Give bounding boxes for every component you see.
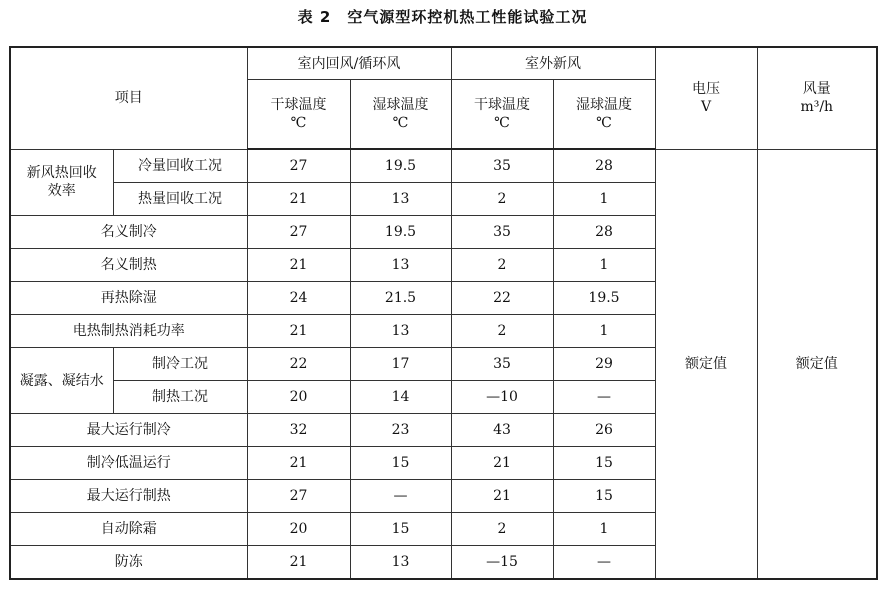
test-conditions-table (9, 46, 878, 580)
row-label: 最大运行制冷 (10, 414, 247, 447)
cell-out-dry: 35 (451, 149, 553, 183)
cell-in-dry: 20 (247, 381, 350, 414)
table-row (10, 149, 877, 183)
cell-in-dry: 22 (247, 348, 350, 381)
header-outdoor-wet (553, 80, 655, 150)
cell-in-wet: 15 (350, 447, 451, 480)
group-fresh-air-recovery (10, 149, 113, 216)
cell-in-wet: 23 (350, 414, 451, 447)
header-indoor-wet (350, 80, 451, 150)
cell-in-dry: 21 (247, 249, 350, 282)
wet-bulb-label: 湿球温度 (372, 97, 429, 113)
row-label: 再热除湿 (10, 282, 247, 315)
airflow-value: 额定值 (757, 149, 877, 579)
voltage-value: 额定值 (655, 149, 757, 579)
header-voltage-unit: V (700, 99, 712, 116)
cell-out-dry: 2 (451, 249, 553, 282)
cell-in-dry: 27 (247, 149, 350, 183)
header-indoor-group: 室内回风/循环风 (247, 47, 451, 80)
row-label: 热量回收工况 (113, 183, 247, 216)
cell-in-wet: 13 (350, 249, 451, 282)
cell-in-dry: 27 (247, 480, 350, 513)
row-label: 制冷工况 (113, 348, 247, 381)
cell-in-wet: 13 (350, 183, 451, 216)
temp-unit: ℃ (392, 115, 409, 131)
cell-in-dry: 21 (247, 315, 350, 348)
cell-in-dry: 27 (247, 216, 350, 249)
cell-in-dry: 32 (247, 414, 350, 447)
cell-out-wet: 26 (553, 414, 655, 447)
dry-bulb-label: 干球温度 (474, 97, 530, 113)
row-label: 制热工况 (113, 381, 247, 414)
header-voltage (655, 47, 757, 149)
cell-out-wet: 1 (553, 183, 655, 216)
cell-out-wet: — (553, 381, 655, 414)
temp-unit: ℃ (494, 115, 510, 131)
cell-out-dry: 35 (451, 216, 553, 249)
wet-bulb-label: 湿球温度 (576, 97, 632, 113)
header-voltage-label: 电压 (692, 81, 720, 98)
cell-out-wet: 28 (553, 216, 655, 249)
cell-out-wet: 15 (553, 447, 655, 480)
cell-out-dry: —10 (451, 381, 553, 414)
cell-in-dry: 21 (247, 183, 350, 216)
header-airflow-label: 风量 (802, 81, 831, 98)
temp-unit: ℃ (596, 115, 612, 131)
cell-in-wet: 13 (350, 546, 451, 580)
cell-in-wet: 14 (350, 381, 451, 414)
cell-in-wet: 21.5 (350, 282, 451, 315)
cell-in-dry: 21 (247, 447, 350, 480)
cell-in-wet: 13 (350, 315, 451, 348)
row-label: 最大运行制热 (10, 480, 247, 513)
table-title: 表 2 空气源型环控机热工性能试验工况 (297, 8, 588, 26)
header-airflow (757, 47, 877, 149)
cell-in-wet: 19.5 (350, 149, 451, 183)
row-label: 名义制冷 (10, 216, 247, 249)
row-label: 冷量回收工况 (113, 149, 247, 183)
cell-in-wet: 19.5 (350, 216, 451, 249)
row-label: 自动除霜 (10, 513, 247, 546)
cell-out-wet: — (553, 546, 655, 580)
cell-out-dry: 2 (451, 315, 553, 348)
header-outdoor-dry (451, 80, 553, 150)
cell-out-dry: 43 (451, 414, 553, 447)
cell-out-wet: 28 (553, 149, 655, 183)
cell-in-dry: 21 (247, 546, 350, 580)
cell-out-wet: 15 (553, 480, 655, 513)
cell-in-wet: 15 (350, 513, 451, 546)
header-indoor-dry (247, 80, 350, 150)
cell-in-wet: 17 (350, 348, 451, 381)
header-airflow-unit: m³/h (800, 99, 834, 116)
row-label: 防冻 (10, 546, 247, 580)
cell-out-dry: 22 (451, 282, 553, 315)
cell-out-dry: 21 (451, 480, 553, 513)
cell-out-wet: 1 (553, 513, 655, 546)
cell-out-dry: 21 (451, 447, 553, 480)
row-label: 电热制热消耗功率 (10, 315, 247, 348)
cell-out-wet: 19.5 (553, 282, 655, 315)
cell-in-dry: 24 (247, 282, 350, 315)
cell-in-dry: 20 (247, 513, 350, 546)
group-label: 新风热回收效率 (26, 165, 97, 200)
group-condensation: 凝露、凝结水 (10, 348, 113, 414)
cell-out-wet: 1 (553, 249, 655, 282)
cell-out-dry: 2 (451, 183, 553, 216)
cell-out-dry: 2 (451, 513, 553, 546)
row-label: 名义制热 (10, 249, 247, 282)
cell-out-wet: 1 (553, 315, 655, 348)
header-outdoor-group: 室外新风 (451, 47, 655, 80)
row-label: 制冷低温运行 (10, 447, 247, 480)
cell-in-wet: — (350, 480, 451, 513)
cell-out-wet: 29 (553, 348, 655, 381)
header-item: 项目 (10, 47, 247, 149)
temp-unit: ℃ (290, 115, 307, 131)
cell-out-dry: 35 (451, 348, 553, 381)
cell-out-dry: —15 (451, 546, 553, 580)
dry-bulb-label: 干球温度 (270, 97, 327, 113)
